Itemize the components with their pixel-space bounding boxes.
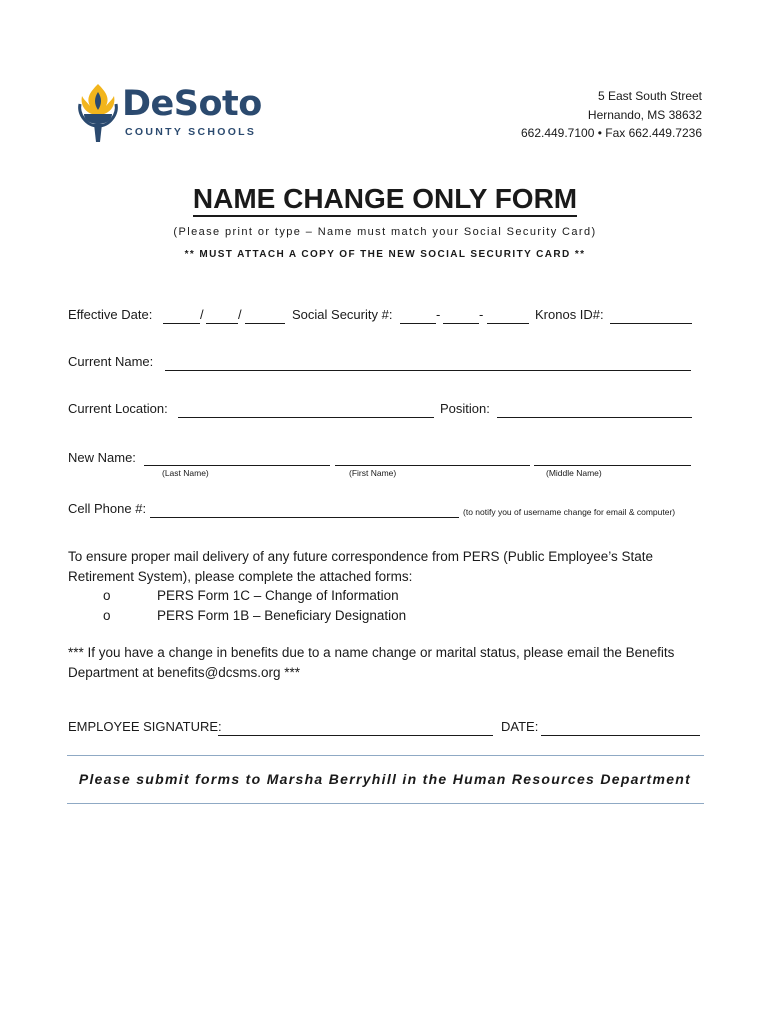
torch-icon: [76, 80, 120, 146]
benefits-note: [68, 643, 718, 682]
date-label: DATE:: [501, 719, 539, 734]
effective-date-month-field[interactable]: [163, 323, 200, 324]
ssn-part3-field[interactable]: [487, 323, 529, 324]
effective-date-year-field[interactable]: [245, 323, 285, 324]
new-last-name-field[interactable]: [144, 465, 330, 466]
divider: [67, 755, 704, 756]
submit-instructions: Please submit forms to Marsha Berryhill in the Human Resources Department: [78, 771, 692, 787]
ssn-part2-field[interactable]: [443, 323, 479, 324]
first-name-hint: (First Name): [349, 468, 397, 478]
form-title-text: NAME CHANGE ONLY FORM: [193, 183, 577, 217]
middle-name-hint: (Middle Name): [546, 468, 602, 478]
cell-phone-label: Cell Phone #:: [68, 501, 147, 516]
list-item: [68, 606, 708, 626]
bullet-marker: o: [103, 588, 111, 603]
last-name-hint: (Last Name): [162, 468, 209, 478]
logo-wordmark: DeSoto: [122, 84, 262, 124]
current-location-label: Current Location:: [68, 401, 168, 416]
address-street: 5 East South Street: [597, 89, 702, 103]
pers-instructions-line1: To ensure proper mail delivery of any future correspondence from PERS (Public Employee’s State: [68, 549, 654, 564]
signature-date-field[interactable]: [541, 735, 700, 736]
new-first-name-field[interactable]: [335, 465, 530, 466]
new-middle-name-field[interactable]: [534, 465, 691, 466]
district-address: [521, 87, 702, 143]
list-item: [68, 586, 708, 606]
cell-phone-note: (to notify you of username change for email & computer): [463, 507, 676, 517]
attach-notice: ** MUST ATTACH A COPY OF THE NEW SOCIAL SECURITY CARD **: [184, 249, 586, 260]
address-city: Hernando, MS 38632: [587, 107, 702, 122]
ssn-separator: -: [436, 307, 441, 322]
kronos-label: Kronos ID#:: [535, 307, 604, 322]
current-name-field[interactable]: [165, 370, 691, 371]
pers-form-1b: PERS Form 1B – Beneficiary Designation: [157, 607, 407, 623]
form-subtitle: (Please print or type – Name must match your Social Security Card): [173, 226, 597, 238]
position-field[interactable]: [497, 417, 692, 418]
employee-signature-field[interactable]: [218, 735, 493, 736]
date-separator: /: [238, 307, 242, 322]
effective-date-day-field[interactable]: [206, 323, 238, 324]
form-title: [0, 183, 770, 215]
benefits-note-line2: Department at benefits@dcsms.org ***: [68, 664, 301, 680]
bullet-marker: o: [103, 607, 111, 623]
current-location-field[interactable]: [178, 417, 434, 418]
position-label: Position:: [440, 401, 490, 416]
benefits-note-line1: *** If you have a change in benefits due to a name change or marital status, please email the Benefits: [68, 645, 675, 660]
ssn-part1-field[interactable]: [400, 323, 436, 324]
ssn-label: Social Security #:: [292, 307, 393, 322]
logo-subtitle: COUNTY SCHOOLS: [125, 126, 257, 138]
current-name-label: Current Name:: [68, 354, 154, 369]
pers-instructions-line2: Retirement System), please complete the attached forms:: [68, 568, 413, 584]
district-logo: [76, 80, 266, 146]
effective-date-label: Effective Date:: [68, 307, 153, 322]
date-separator: /: [200, 307, 204, 322]
new-name-label: New Name:: [68, 450, 136, 465]
divider: [67, 803, 704, 804]
cell-phone-field[interactable]: [150, 517, 459, 518]
signature-label: EMPLOYEE SIGNATURE:: [68, 719, 222, 734]
ssn-separator: -: [479, 307, 484, 322]
kronos-id-field[interactable]: [610, 323, 692, 324]
pers-form-1c: PERS Form 1C – Change of Information: [157, 588, 399, 603]
address-phone: 662.449.7100 • Fax 662.449.7236: [520, 126, 702, 140]
pers-instructions: [68, 547, 708, 625]
